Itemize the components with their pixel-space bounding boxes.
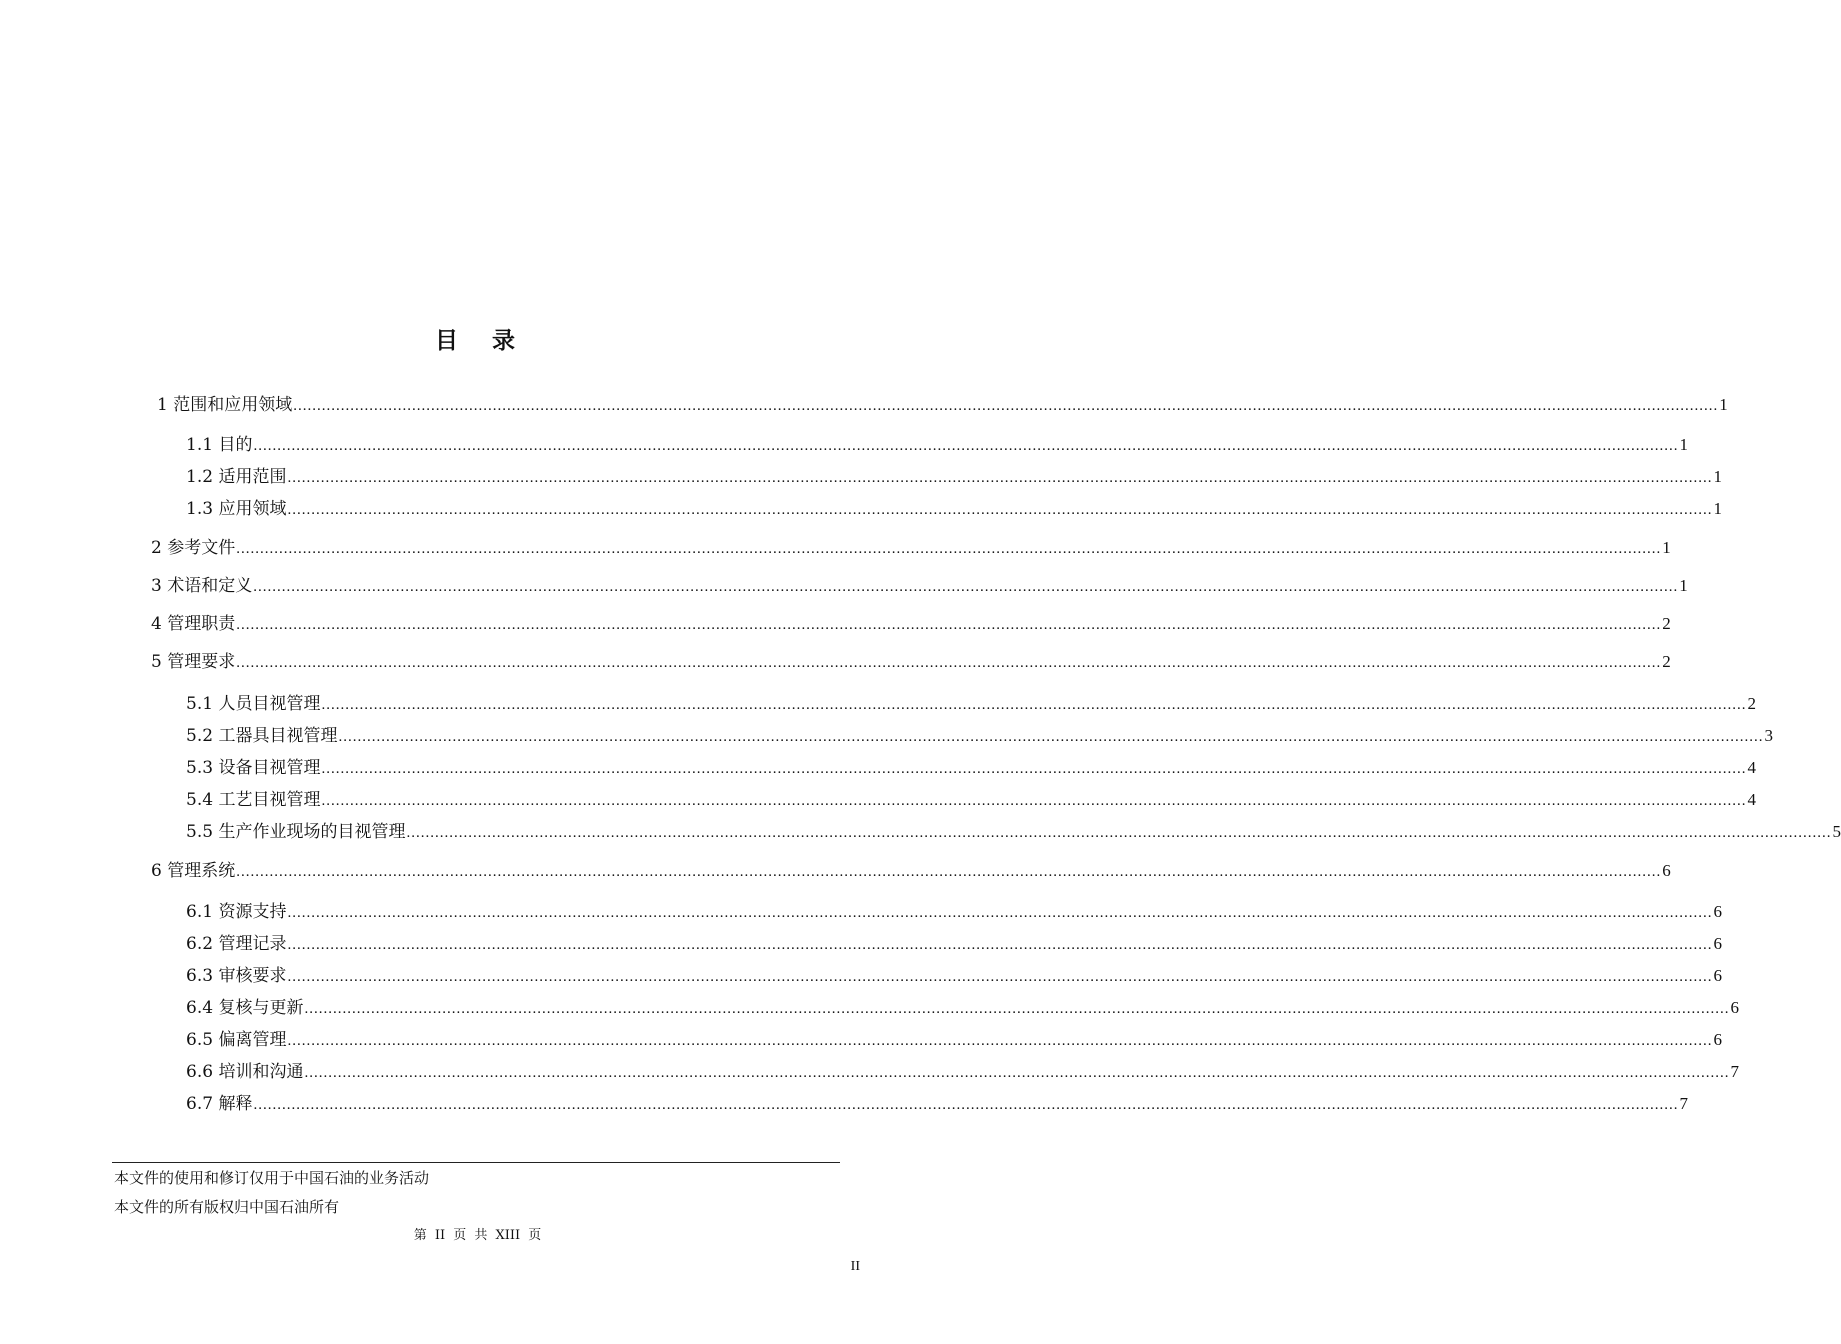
toc-entry-label: 6.7 解释 bbox=[186, 1094, 253, 1114]
toc-dot-leader: ............................................................................................................................................................................................................................................................................................................ bbox=[236, 864, 1662, 880]
toc-entry-page: 6 bbox=[1713, 1030, 1722, 1049]
toc-entry[interactable] bbox=[186, 1025, 1722, 1050]
toc-entry[interactable] bbox=[186, 721, 1773, 746]
toc-dot-leader: ............................................................................................................................................................................................................................................................................................................ bbox=[287, 502, 1713, 518]
toc-entry[interactable] bbox=[151, 647, 1671, 672]
toc-entry[interactable] bbox=[186, 753, 1756, 778]
toc-entry-page: 6 bbox=[1730, 998, 1739, 1017]
toc-entry-page: 2 bbox=[1662, 652, 1671, 671]
toc-entry-label: 5.2 工器具目视管理 bbox=[186, 726, 338, 746]
toc-entry-page: 2 bbox=[1662, 614, 1671, 633]
toc-entry-label: 6.2 管理记录 bbox=[186, 934, 287, 954]
toc-entry-page: 6 bbox=[1713, 966, 1722, 985]
footer-divider bbox=[112, 1162, 840, 1163]
toc-dot-leader: ............................................................................................................................................................................................................................................................................................................ bbox=[293, 398, 1719, 414]
toc-dot-leader: ............................................................................................................................................................................................................................................................................................................ bbox=[253, 579, 1679, 595]
toc-entry-page: 7 bbox=[1730, 1062, 1739, 1081]
toc-dot-leader: ............................................................................................................................................................................................................................................................................................................ bbox=[253, 1097, 1679, 1113]
toc-entry-page: 5 bbox=[1832, 822, 1841, 841]
toc-entry-label: 5.3 设备目视管理 bbox=[186, 758, 321, 778]
toc-entry[interactable] bbox=[186, 993, 1739, 1018]
toc-entry-label: 1.1 目的 bbox=[186, 435, 253, 455]
toc-entry-label: 2 参考文件 bbox=[151, 538, 236, 558]
toc-dot-leader: ............................................................................................................................................................................................................................................................................................................ bbox=[236, 541, 1662, 557]
toc-entry-label: 6.5 偏离管理 bbox=[186, 1030, 287, 1050]
toc-entry-page: 6 bbox=[1662, 861, 1671, 880]
toc-entry-page: 6 bbox=[1713, 934, 1722, 953]
toc-dot-leader: ............................................................................................................................................................................................................................................................................................................ bbox=[287, 969, 1713, 985]
toc-dot-leader: ............................................................................................................................................................................................................................................................................................................ bbox=[253, 438, 1679, 454]
toc-entry-page: 4 bbox=[1747, 790, 1756, 809]
toc-dot-leader: ............................................................................................................................................................................................................................................................................................................ bbox=[304, 1001, 1730, 1017]
toc-dot-leader: ............................................................................................................................................................................................................................................................................................................ bbox=[321, 761, 1747, 777]
toc-entry-page: 1 bbox=[1713, 499, 1722, 518]
toc-entry-label: 5.1 人员目视管理 bbox=[186, 694, 321, 714]
toc-dot-leader: ............................................................................................................................................................................................................................................................................................................ bbox=[321, 793, 1747, 809]
toc-entry-label: 6.6 培训和沟通 bbox=[186, 1062, 304, 1082]
toc-entry[interactable] bbox=[186, 1057, 1739, 1082]
toc-entry[interactable] bbox=[186, 817, 1841, 842]
toc-entry-label: 1.2 适用范围 bbox=[186, 467, 287, 487]
toc-entry[interactable] bbox=[186, 494, 1722, 519]
toc-entry[interactable] bbox=[186, 961, 1722, 986]
toc-entry[interactable] bbox=[186, 785, 1756, 810]
toc-entry[interactable] bbox=[151, 609, 1671, 634]
toc-entry-page: 1 bbox=[1662, 538, 1671, 557]
toc-entry[interactable] bbox=[186, 897, 1722, 922]
toc-entry-label: 6.3 审核要求 bbox=[186, 966, 287, 986]
toc-entry-page: 4 bbox=[1747, 758, 1756, 777]
toc-entry-page: 6 bbox=[1713, 902, 1722, 921]
toc-entry-label: 5 管理要求 bbox=[151, 652, 236, 672]
toc-entry-label: 5.4 工艺目视管理 bbox=[186, 790, 321, 810]
footer-usage-note: 本文件的使用和修订仅用于中国石油的业务活动 bbox=[114, 1169, 430, 1187]
toc-entry[interactable] bbox=[151, 571, 1688, 596]
toc-entry-page: 3 bbox=[1764, 726, 1773, 745]
page-indicator: 第 II 页 共 XIII 页 bbox=[413, 1228, 542, 1243]
toc-entry-page: 2 bbox=[1747, 694, 1756, 713]
toc-entry-page: 1 bbox=[1719, 395, 1728, 414]
toc-dot-leader: ............................................................................................................................................................................................................................................................................................................ bbox=[287, 470, 1713, 486]
toc-dot-leader: ............................................................................................................................................................................................................................................................................................................ bbox=[236, 655, 1662, 671]
toc-entry[interactable] bbox=[151, 533, 1671, 558]
toc-entry[interactable] bbox=[186, 1089, 1688, 1114]
toc-entry[interactable] bbox=[186, 929, 1722, 954]
toc-entry[interactable] bbox=[186, 689, 1756, 714]
toc-dot-leader: ............................................................................................................................................................................................................................................................................................................ bbox=[287, 937, 1713, 953]
toc-dot-leader: ............................................................................................................................................................................................................................................................................................................ bbox=[406, 825, 1832, 841]
corner-page-number: II bbox=[850, 1259, 860, 1274]
toc-entry-page: 7 bbox=[1679, 1094, 1688, 1113]
toc-entry[interactable] bbox=[186, 462, 1722, 487]
toc-entry[interactable] bbox=[151, 856, 1671, 881]
toc-entry-label: 1 范围和应用领域 bbox=[157, 395, 293, 415]
toc-entry[interactable] bbox=[157, 390, 1728, 415]
toc-entry-label: 6.1 资源支持 bbox=[186, 902, 287, 922]
toc-entry-label: 5.5 生产作业现场的目视管理 bbox=[186, 822, 406, 842]
footer-copyright-note: 本文件的所有版权归中国石油所有 bbox=[114, 1198, 340, 1216]
toc-title: 目录 bbox=[435, 328, 549, 354]
toc-dot-leader: ............................................................................................................................................................................................................................................................................................................ bbox=[287, 1033, 1713, 1049]
toc-dot-leader: ............................................................................................................................................................................................................................................................................................................ bbox=[338, 729, 1764, 745]
toc-dot-leader: ............................................................................................................................................................................................................................................................................................................ bbox=[287, 905, 1713, 921]
toc-entry-label: 3 术语和定义 bbox=[151, 576, 253, 596]
toc-dot-leader: ............................................................................................................................................................................................................................................................................................................ bbox=[236, 617, 1662, 633]
toc-entry-label: 6.4 复核与更新 bbox=[186, 998, 304, 1018]
toc-entry-page: 1 bbox=[1679, 435, 1688, 454]
toc-entry-label: 6 管理系统 bbox=[151, 861, 236, 881]
toc-entry-label: 1.3 应用领域 bbox=[186, 499, 287, 519]
toc-entry-page: 1 bbox=[1713, 467, 1722, 486]
toc-entry[interactable] bbox=[186, 430, 1688, 455]
toc-dot-leader: ............................................................................................................................................................................................................................................................................................................ bbox=[321, 697, 1747, 713]
toc-entry-page: 1 bbox=[1679, 576, 1688, 595]
toc-entry-label: 4 管理职责 bbox=[151, 614, 236, 634]
toc-dot-leader: ............................................................................................................................................................................................................................................................................................................ bbox=[304, 1065, 1730, 1081]
